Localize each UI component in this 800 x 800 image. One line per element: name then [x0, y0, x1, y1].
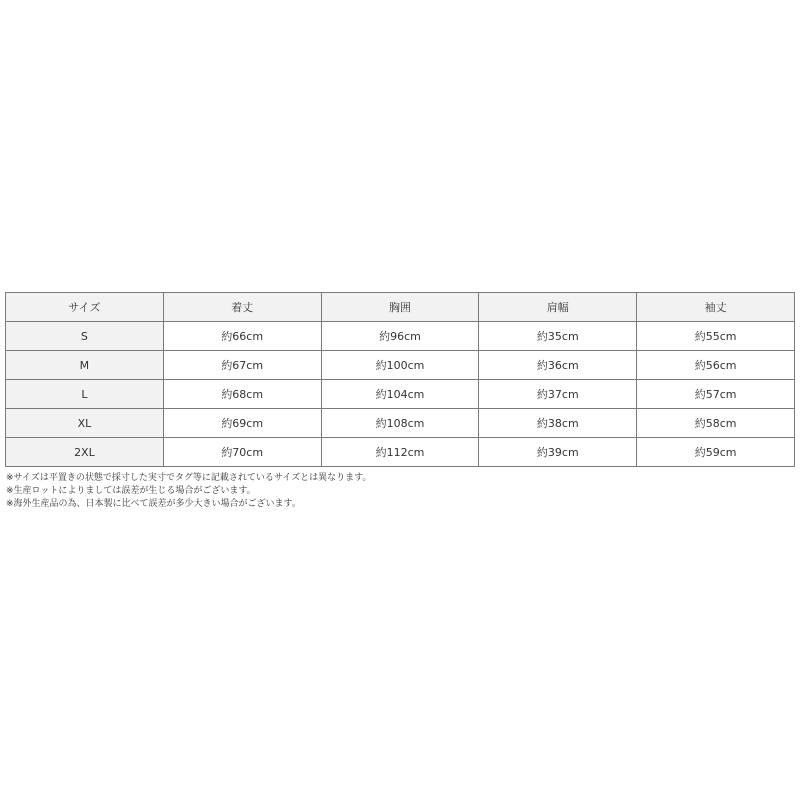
sleeve-cell: 約55cm — [637, 322, 795, 351]
chest-cell: 約96cm — [321, 322, 479, 351]
header-length: 着丈 — [163, 293, 321, 322]
shoulder-cell: 約39cm — [479, 438, 637, 467]
table-row — [6, 351, 795, 380]
chest-cell: 約100cm — [321, 351, 479, 380]
shoulder-cell: 約35cm — [479, 322, 637, 351]
size-cell: XL — [6, 409, 164, 438]
size-cell: L — [6, 380, 164, 409]
sleeve-cell: 約58cm — [637, 409, 795, 438]
header-size: サイズ — [6, 293, 164, 322]
chest-cell: 約112cm — [321, 438, 479, 467]
note-overseas-production: ※海外生産品の為、日本製に比べて誤差が多少大きい場合がございます。 — [6, 499, 301, 509]
note-measurement: ※サイズは平置きの状態で採寸した実寸でタグ等に記載されているサイズとは異なります。 — [6, 473, 372, 483]
note-production-lot: ※生産ロットによりましては誤差が生じる場合がございます。 — [6, 486, 256, 496]
size-cell: 2XL — [6, 438, 164, 467]
sleeve-cell: 約57cm — [637, 380, 795, 409]
shoulder-cell: 約36cm — [479, 351, 637, 380]
header-chest: 胸囲 — [321, 293, 479, 322]
size-cell: M — [6, 351, 164, 380]
length-cell: 約68cm — [163, 380, 321, 409]
table-row — [6, 380, 795, 409]
length-cell: 約66cm — [163, 322, 321, 351]
length-cell: 約67cm — [163, 351, 321, 380]
chest-cell: 約108cm — [321, 409, 479, 438]
length-cell: 約69cm — [163, 409, 321, 438]
shoulder-cell: 約38cm — [479, 409, 637, 438]
header-sleeve: 袖丈 — [637, 293, 795, 322]
sleeve-cell: 約59cm — [637, 438, 795, 467]
size-chart-table — [5, 292, 795, 467]
shoulder-cell: 約37cm — [479, 380, 637, 409]
table-row — [6, 438, 795, 467]
chest-cell: 約104cm — [321, 380, 479, 409]
table-header-row — [6, 293, 795, 322]
header-shoulder: 肩幅 — [479, 293, 637, 322]
sleeve-cell: 約56cm — [637, 351, 795, 380]
notes-block — [6, 472, 786, 511]
table-row — [6, 409, 795, 438]
table-row — [6, 322, 795, 351]
length-cell: 約70cm — [163, 438, 321, 467]
size-cell: S — [6, 322, 164, 351]
